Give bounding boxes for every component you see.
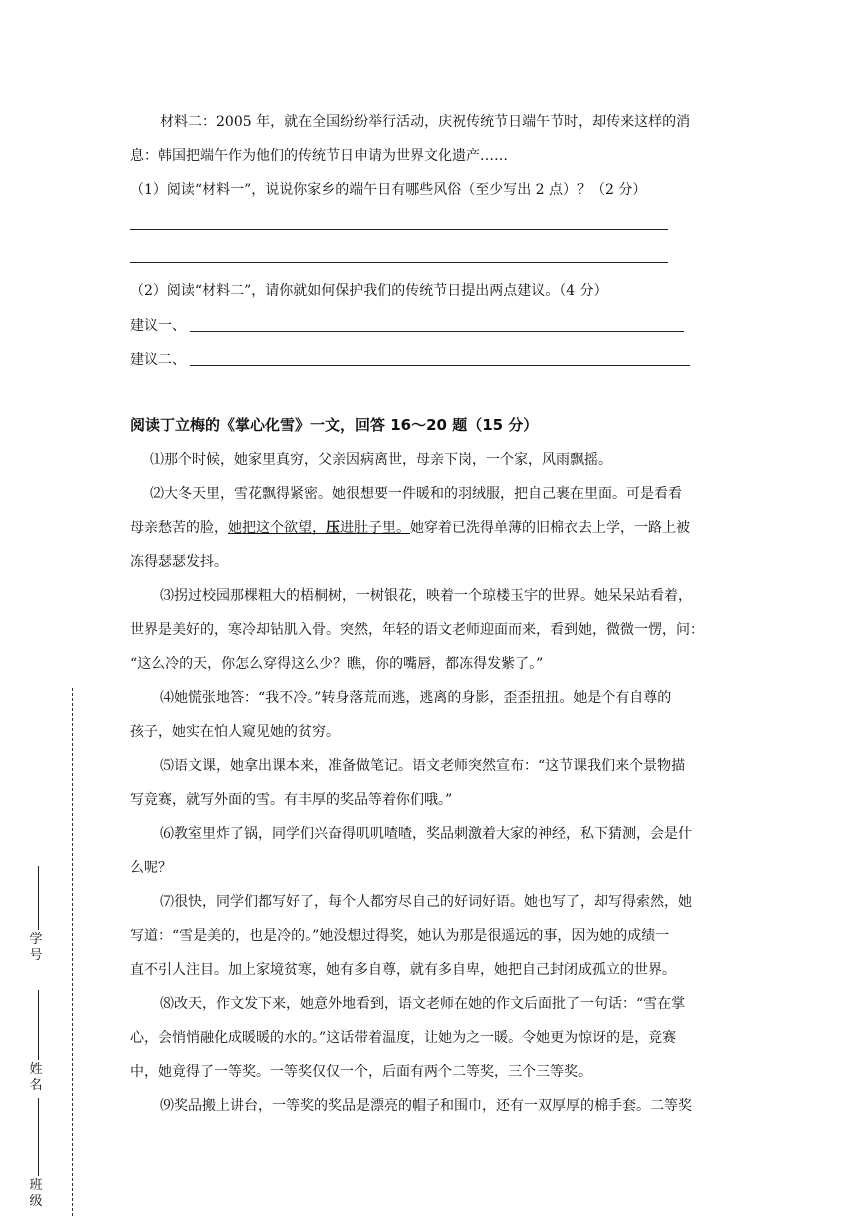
material2-line1: 材料二：2005 年，就在全国纷纷举行活动，庆祝传统节日端午节时，却传来这样的消	[160, 114, 691, 130]
paragraph-7-line-1: ⑺很快，同学们都写好了，每个人都穷尽自己的好词好语。她也写了，却写得索然，她	[160, 894, 692, 910]
student-id-line[interactable]	[38, 866, 39, 930]
paragraph-5-line-1: ⑸语文课，她拿出课本来，准备做笔记。语文老师突然宣布：“这节课我们来个景物描	[160, 758, 686, 774]
paragraph-7-line-2: 写道：“雪是美的，也是冷的。”她没想过得奖，她认为那是很遥远的事，因为她的成绩一	[130, 928, 670, 944]
paragraph-2-line-3: 冻得瑟瑟发抖。	[130, 554, 228, 570]
name-line[interactable]	[38, 990, 39, 1060]
paragraph-2-line-1: ⑵大冬天里，雪花飘得紧密。她很想要一件暖和的羽绒服，把自己裹在里面。可是看看	[150, 486, 682, 502]
paragraph-9-line-1: ⑼奖品搬上讲台，一等奖的奖品是漂亮的帽子和围巾，还有一双厚厚的棉手套。二等奖	[160, 1098, 692, 1114]
paragraph-6-line-2: 么呢？	[130, 860, 172, 876]
p2-text-e: 她穿着已洗得单薄的旧棉衣去上学，一路上被	[410, 520, 690, 536]
paragraph-3-line-2: 世界是美好的，寒冷却钻肌入骨。突然，年轻的语文老师迎面而来，看到她，微微一愣，问：	[130, 622, 704, 638]
class-label: 班 级	[29, 1178, 43, 1209]
suggestion-2-label: 建议二、	[130, 352, 186, 368]
paragraph-3-line-1: ⑶拐过校园那棵粗大的梧桐树，一树银花，映着一个琼楼玉宇的世界。她呆呆站看着，	[160, 588, 692, 604]
paragraph-4-line-1: ⑷她慌张地答：“我不冷。”转身落荒而逃，逃离的身影，歪歪扭扭。她是个有自尊的	[160, 690, 672, 706]
question-2: （2）阅读“材料二”，请你就如何保护我们的传统节日提出两点建议。（4 分）	[130, 283, 608, 299]
class-line[interactable]	[38, 1098, 39, 1176]
material2-line2: 息：韩国把端午作为他们的传统节日申请为世界文化遗产……	[130, 148, 508, 164]
reading-title: 阅读丁立梅的《掌心化雪》一文，回答 16～20 题（15 分）	[130, 416, 539, 434]
answer-line-1[interactable]	[130, 229, 668, 230]
suggestion-1-line[interactable]	[190, 331, 684, 332]
paragraph-2-line-2	[130, 518, 690, 538]
suggestion-2-line[interactable]	[190, 365, 690, 366]
binding-dashed-line	[72, 688, 73, 1216]
p2-underlined-phrase: 她把这个欲望，压进肚子里。	[228, 520, 410, 536]
paragraph-8-line-1: ⑻改天，作文发下来，她意外地看到，语文老师在她的作文后面批了一句话：“雪在掌	[160, 996, 686, 1012]
paragraph-3-line-3: “这么冷的天，你怎么穿得这么少？瞧，你的嘴唇，都冻得发紫了。”	[130, 656, 544, 672]
p2-text-a: 母亲愁苦的脸，	[130, 520, 228, 536]
suggestion-1-label: 建议一、	[130, 318, 186, 334]
student-id-label: 学 号	[29, 932, 43, 963]
paragraph-7-line-3: 直不引人注目。加上家境贫寒，她有多自尊，就有多自卑，她把自己封闭成孤立的世界。	[130, 962, 676, 978]
question-1: （1）阅读“材料一”，说说你家乡的端午日有哪些风俗（至少写出 2 点）？（2 分）	[130, 182, 647, 198]
paragraph-4-line-2: 孩子，她实在怕人窥见她的贫穷。	[130, 724, 340, 740]
paragraph-6-line-1: ⑹教室里炸了锅，同学们兴奋得叽叽喳喳，奖品刺激着大家的神经，私下猜测，会是什	[160, 826, 692, 842]
name-label: 姓 名	[29, 1062, 43, 1093]
paragraph-1: ⑴那个时候，她家里真穷，父亲因病离世，母亲下岗，一个家，风雨飘摇。	[150, 452, 612, 468]
paragraph-8-line-3: 中，她竟得了一等奖。一等奖仅仅一个，后面有两个二等奖，三个三等奖。	[130, 1064, 592, 1080]
paragraph-8-line-2: 心，会悄悄融化成暖暖的水的。”这话带着温度，让她为之一暖。令她更为惊讶的是，竞赛	[130, 1030, 677, 1046]
paragraph-5-line-2: 写竞赛，就写外面的雪。有丰厚的奖品等着你们哦。”	[130, 792, 453, 808]
answer-line-2[interactable]	[130, 262, 668, 263]
